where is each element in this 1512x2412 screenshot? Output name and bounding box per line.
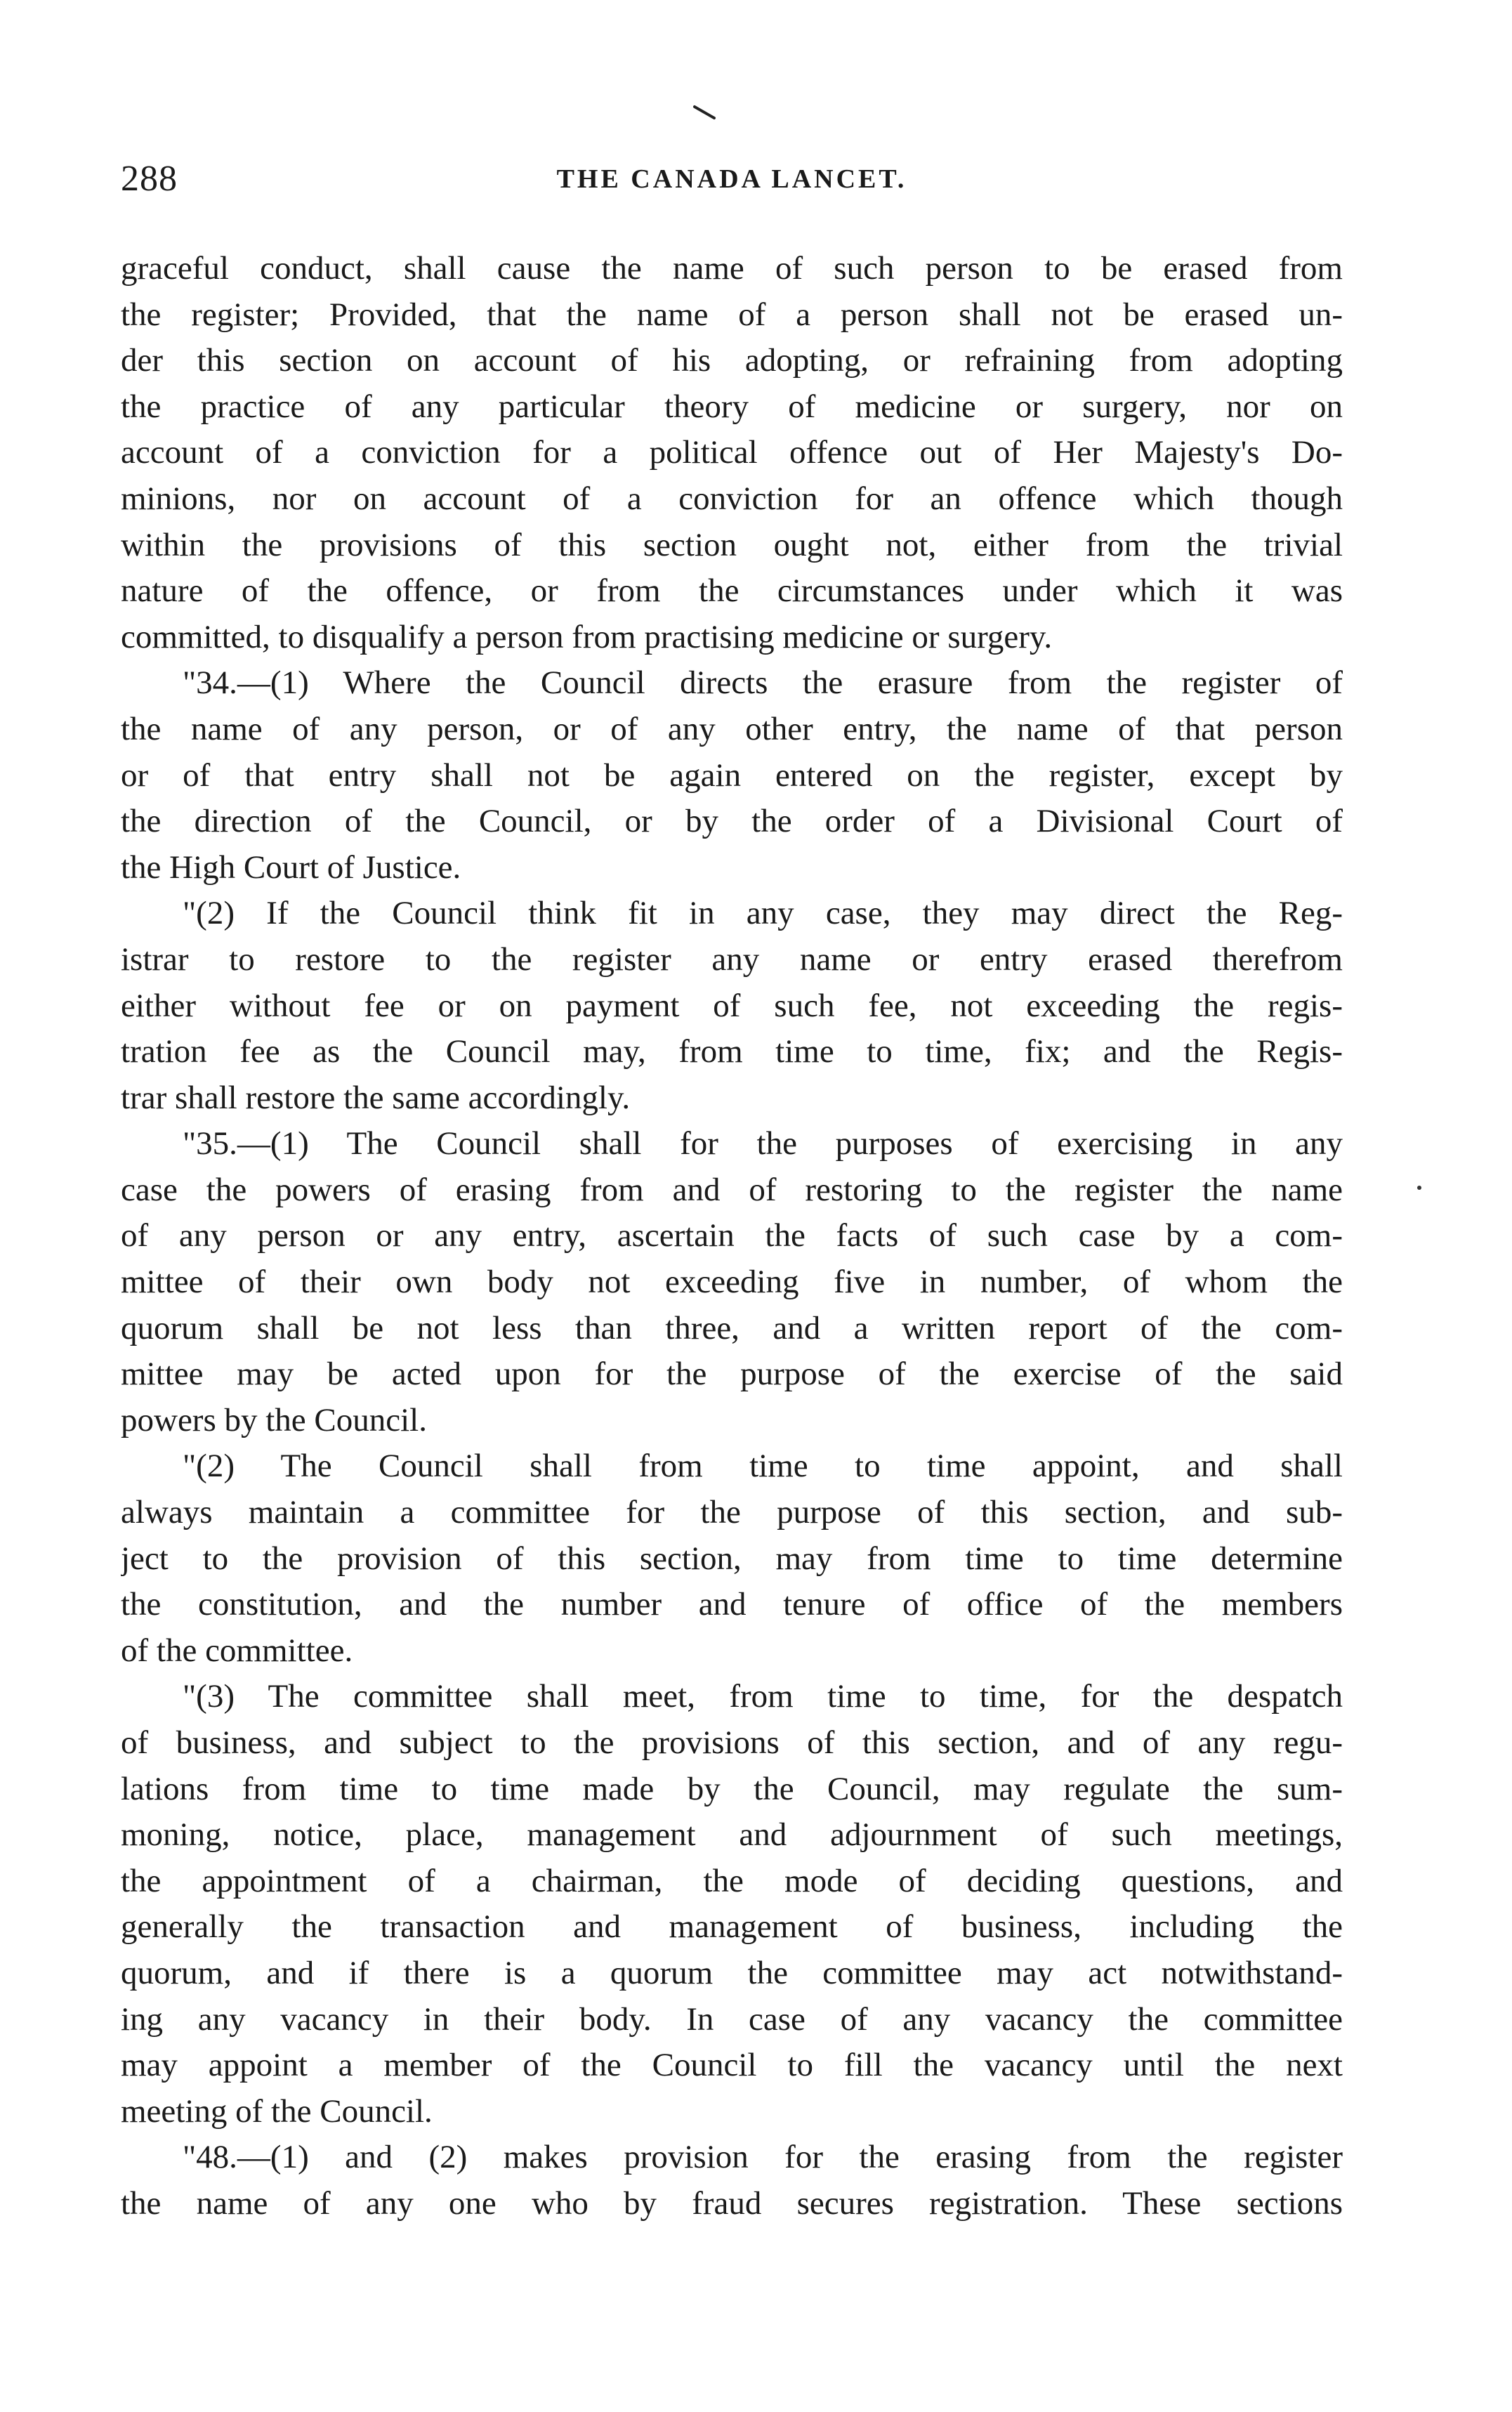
text-line: quorum shall be not less than three, and a written report of the com- — [121, 1309, 1343, 1346]
text-line: graceful conduct, shall cause the name of such person to be erased from — [121, 250, 1343, 287]
text-line: meeting of the Council. — [121, 2092, 433, 2130]
text-line: mittee of their own body not exceeding five in number, of whom the — [121, 1264, 1343, 1301]
text-line: the High Court of Justice. — [121, 848, 461, 886]
text-line: the name of any one who by fraud secures registration. These sections — [121, 2184, 1343, 2222]
margin-speck — [1417, 1186, 1421, 1190]
text-line: ject to the provision of this section, may from time to time determine — [121, 1540, 1343, 1577]
text-line: always maintain a committee for the purpose of this section, and sub- — [121, 1494, 1343, 1531]
text-line: case the powers of erasing from and of restoring to the register the name — [121, 1171, 1343, 1208]
text-line: istrar to restore to the register any name or entry erased therefrom — [121, 940, 1343, 978]
text-line: the constitution, and the number and tenure of office of the members — [121, 1586, 1343, 1623]
text-line: within the provisions of this section ought not, either from the trivial — [121, 526, 1343, 563]
text-line: minions, nor on account of a conviction for an offence which though — [121, 480, 1343, 517]
pencil-tick-mark — [692, 104, 720, 121]
text-line: quorum, and if there is a quorum the committee may act notwithstand- — [121, 1954, 1343, 1991]
page-number: 288 — [121, 159, 178, 199]
text-line: "48.—(1) and (2) makes provision for the erasing from the register — [183, 2139, 1343, 2176]
text-line: moning, notice, place, management and adjournment of such meetings, — [121, 1816, 1343, 1854]
text-line: committed, to disqualify a person from practising medicine or surgery. — [121, 618, 1053, 655]
text-line: the practice of any particular theory of medicine or surgery, nor on — [121, 388, 1343, 425]
text-line: nature of the offence, or from the circumstances under which it was — [121, 572, 1343, 610]
text-line: lations from time to time made by the Council, may regulate the sum- — [121, 1770, 1343, 1807]
text-line: the register; Provided, that the name of a person shall not be erased un- — [121, 296, 1343, 333]
journal-title: THE CANADA LANCET. — [556, 164, 907, 194]
text-line: generally the transaction and management of business, including the — [121, 1908, 1343, 1946]
text-line: either without fee or on payment of such fee, not exceeding the regis- — [121, 987, 1343, 1024]
text-line: "35.—(1) The Council shall for the purposes of exercising in any — [183, 1125, 1343, 1162]
text-line: account of a conviction for a political offence out of Her Majesty's Do- — [121, 434, 1343, 471]
text-line: powers by the Council. — [121, 1401, 427, 1438]
text-line: "(2) The Council shall from time to time appoint, and shall — [183, 1448, 1343, 1485]
text-line: mittee may be acted upon for the purpose of the exercise of the said — [121, 1356, 1343, 1393]
text-line: ing any vacancy in their body. In case of any vacancy the committee — [121, 2000, 1343, 2038]
text-line: the appointment of a chairman, the mode of deciding questions, and — [121, 1862, 1343, 1899]
text-line: the direction of the Council, or by the order of a Divisional Court of — [121, 803, 1343, 840]
body-text — [121, 246, 1343, 2227]
text-line: the name of any person, or of any other entry, the name of that person — [121, 710, 1343, 747]
text-line: of business, and subject to the provisions of this section, and of any regu- — [121, 1724, 1343, 1761]
text-line: trar shall restore the same accordingly. — [121, 1079, 631, 1116]
text-line: of the committee. — [121, 1632, 353, 1669]
running-head — [121, 155, 1343, 204]
text-line: or of that entry shall not be again entered on the register, except by — [121, 756, 1343, 794]
text-line: "(2) If the Council think fit in any case, they may direct the Reg- — [183, 895, 1343, 932]
text-line: "(3) The committee shall meet, from time to time, for the despatch — [183, 1678, 1343, 1715]
text-line: may appoint a member of the Council to fill the vacancy until the next — [121, 2047, 1343, 2084]
text-line: of any person or any entry, ascertain the facts of such case by a com- — [121, 1217, 1343, 1254]
text-line: der this section on account of his adopting, or refraining from adopting — [121, 342, 1343, 379]
text-line: tration fee as the Council may, from time to time, fix; and the Regis- — [121, 1033, 1343, 1070]
text-line: "34.—(1) Where the Council directs the erasure from the register of — [183, 664, 1343, 702]
